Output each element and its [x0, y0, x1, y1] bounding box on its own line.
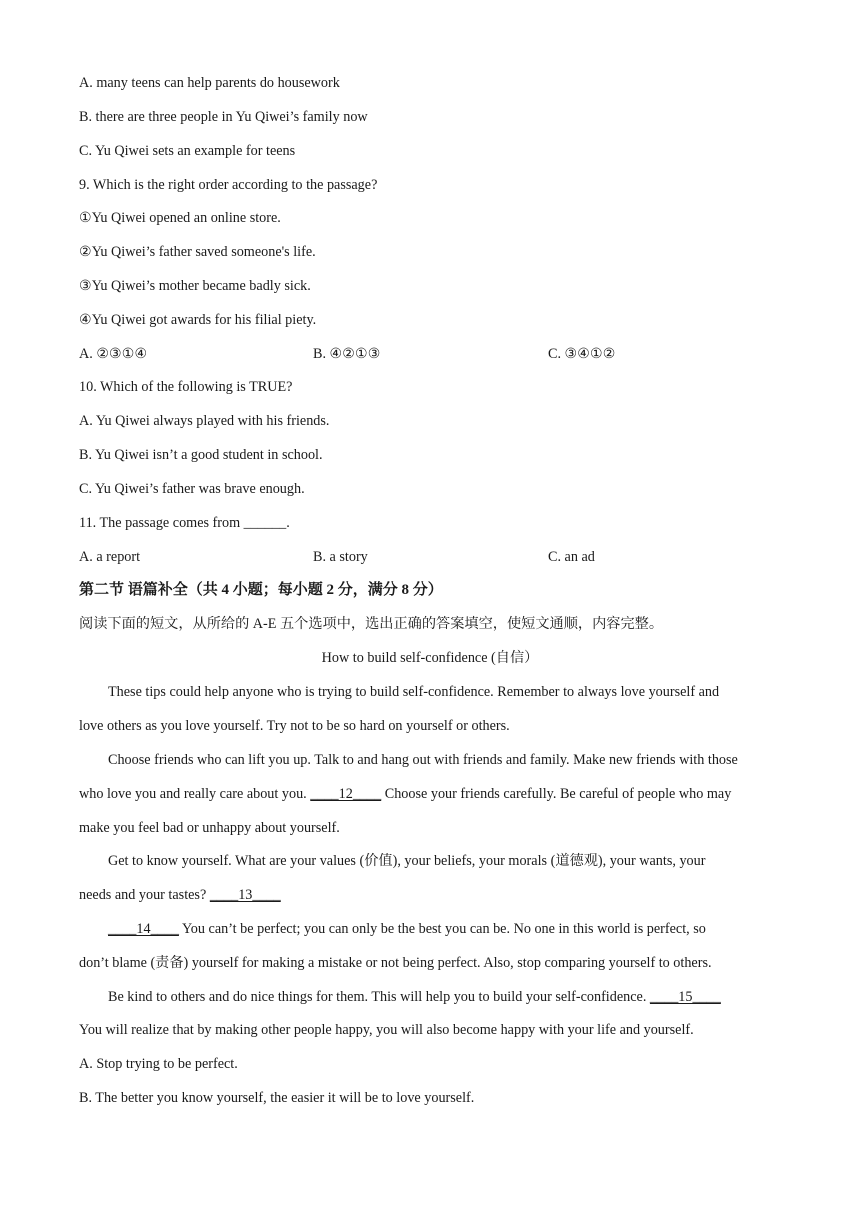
paragraph-2-line-1: Choose friends who can lift you up. Talk to and hang out with friends and family. Make new friends with those: [108, 752, 738, 768]
q8-option-c: C. Yu Qiwei sets an example for teens: [79, 143, 296, 159]
blank-14: ____14____: [108, 921, 179, 937]
q11-option-b: B. a story: [313, 549, 368, 565]
blank-13: ____13____: [209, 887, 281, 903]
q8-option-b: B. there are three people in Yu Qiwei’s family now: [79, 109, 368, 125]
passage-title: How to build self-confidence (自信）: [321, 650, 539, 666]
section-heading: 第二节 语篇补全（共 4 小题；每小题 2 分，满分 8 分）: [79, 582, 443, 598]
paragraph-2-line-3: make you feel bad or unhappy about yourself.: [79, 820, 340, 836]
paragraph-2-text-after-blank: Choose your friends carefully. Be careful of people who may: [384, 786, 732, 802]
q11-option-c: C. an ad: [548, 549, 595, 565]
paragraph-2-line-2: [79, 784, 731, 804]
paragraph-3-text-before-blank: needs and your tastes?: [79, 887, 207, 903]
q10-option-c: C. Yu Qiwei’s father was brave enough.: [79, 481, 305, 497]
paragraph-1-line-2: love others as you love yourself. Try not to be so hard on yourself or others.: [79, 718, 510, 734]
paragraph-3-line-2: [79, 885, 281, 905]
q9-event-2: ②Yu Qiwei’s father saved someone's life.: [79, 244, 316, 260]
choice-a: A. Stop trying to be perfect.: [79, 1056, 238, 1072]
q11-question: 11. The passage comes from ______.: [79, 515, 290, 531]
q9-question: 9. Which is the right order according to the passage?: [79, 177, 378, 193]
q10-option-a: A. Yu Qiwei always played with his friends.: [79, 413, 330, 429]
q8-option-a: A. many teens can help parents do housework: [79, 75, 340, 91]
blank-12: ____12____: [310, 786, 382, 802]
section-instruction: 阅读下面的短文，从所给的 A-E 五个选项中，选出正确的答案填空，使短文通顺，内容完整。: [79, 616, 664, 632]
q9-event-1: ①Yu Qiwei opened an online store.: [79, 210, 281, 226]
paragraph-4-text-after-blank: You can’t be perfect; you can only be the best you can be. No one in this world is perfect, so: [181, 921, 706, 937]
paragraph-2-text-before-blank: who love you and really care about you.: [79, 786, 307, 802]
blank-15: ____15____: [649, 989, 721, 1005]
paragraph-4-line-1: [108, 919, 706, 939]
q9-event-3: ③Yu Qiwei’s mother became badly sick.: [79, 278, 311, 294]
q9-option-b: B. ④②①③: [313, 346, 381, 362]
q9-event-4: ④Yu Qiwei got awards for his filial piety.: [79, 312, 317, 328]
q11-option-a: A. a report: [79, 549, 141, 565]
q10-question: 10. Which of the following is TRUE?: [79, 379, 293, 395]
paragraph-1-line-1: These tips could help anyone who is trying to build self-confidence. Remember to always love yourself and: [108, 684, 720, 700]
paragraph-3-line-1: Get to know yourself. What are your values (价值), your beliefs, your morals (道德观), your wants, your: [108, 853, 706, 869]
q10-option-b: B. Yu Qiwei isn’t a good student in school.: [79, 447, 323, 463]
paragraph-4-line-2: don’t blame (责备) yourself for making a mistake or not being perfect. Also, stop comparing yourself to others.: [79, 955, 712, 971]
paragraph-5-line-1: [108, 987, 721, 1007]
paragraph-5-line-2: You will realize that by making other people happy, you will also become happy with your life and yourself.: [79, 1022, 694, 1038]
q9-option-a: A. ②③①④: [79, 346, 148, 362]
paragraph-5-text-before-blank: Be kind to others and do nice things for them. This will help you to build your self-confidence.: [108, 989, 647, 1005]
choice-b: B. The better you know yourself, the easier it will be to love yourself.: [79, 1090, 475, 1106]
q9-option-c: C. ③④①②: [548, 346, 616, 362]
